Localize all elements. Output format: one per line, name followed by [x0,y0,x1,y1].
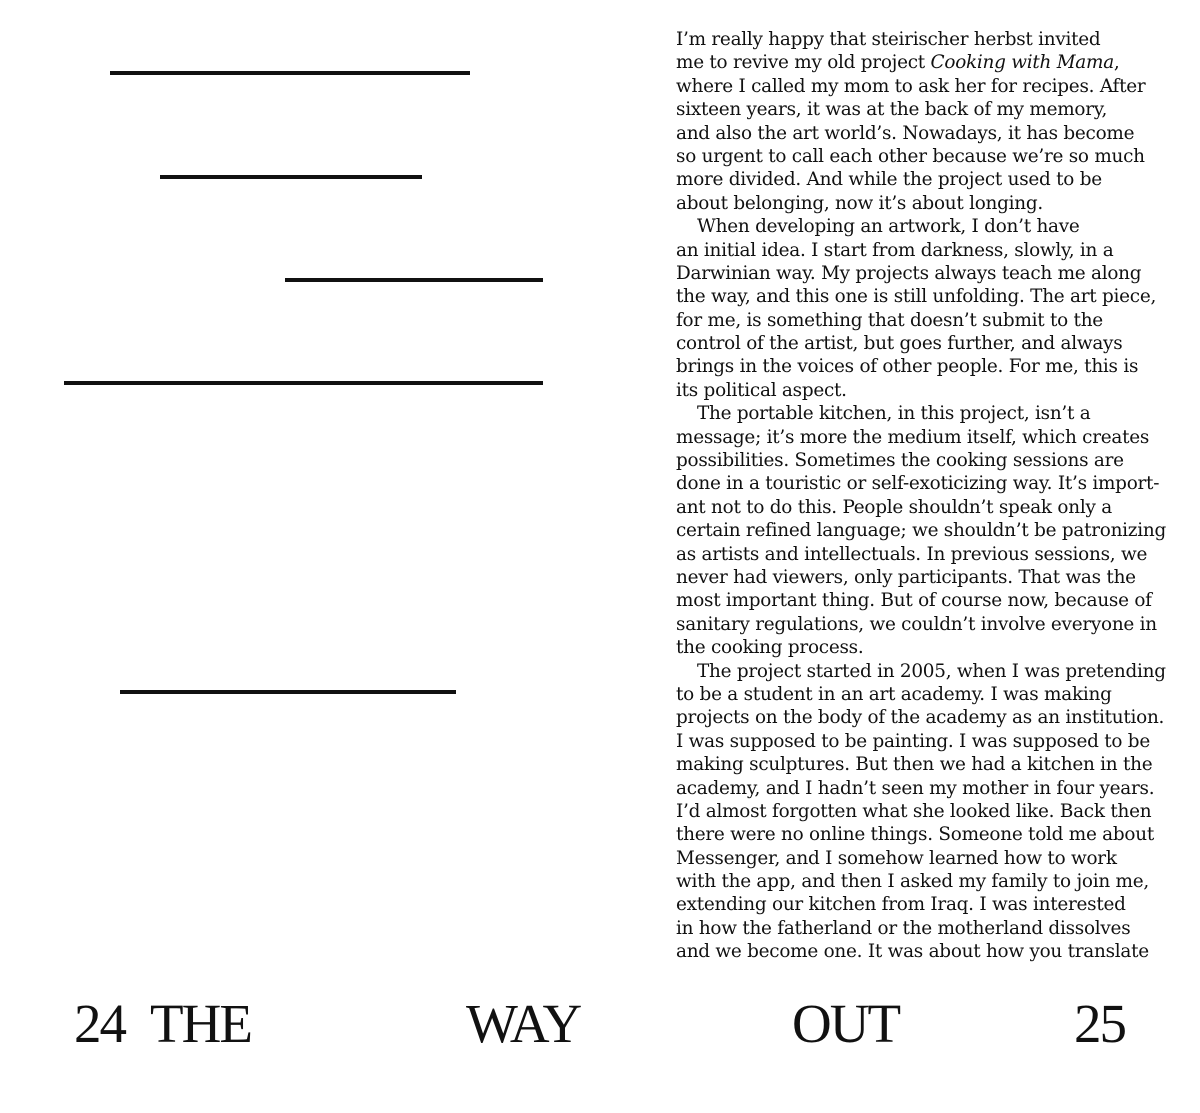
body-text-segment: The portable kitchen, in this project, isn’t a [697,403,1091,425]
body-text-segment: control of the artist, but goes further, and always [676,333,1123,355]
body-text-line [676,285,1176,308]
body-text-segment: done in a touristic or self-exoticizing way. It’s import- [676,473,1160,495]
body-text-line [676,98,1176,121]
body-text-line [676,636,1176,659]
body-text-line [676,28,1176,51]
body-text-line [676,472,1176,495]
body-text-segment: the cooking process. [676,637,864,659]
body-text-segment: an initial idea. I start from darkness, slowly, in a [676,239,1114,261]
body-text-segment: Darwinian way. My projects always teach me along [676,262,1142,284]
body-text-segment: where I called my mom to ask her for recipes. After [676,75,1146,97]
body-text-line [676,777,1176,800]
body-text-line [676,379,1176,402]
body-text-line [676,145,1176,168]
body-text-segment: Messenger, and I somehow learned how to work [676,847,1117,869]
body-text-line [676,917,1176,940]
body-text-segment: for me, is something that doesn’t submit to the [676,309,1103,331]
body-text-segment: I was supposed to be painting. I was supposed to be [676,730,1150,752]
body-text-segment: me to revive my old project [676,52,931,74]
body-text-column [676,28,1176,964]
body-text-line [676,355,1176,378]
page-number-left: 24 [74,993,125,1054]
body-text-segment: possibilities. Sometimes the cooking sessions are [676,450,1124,472]
footer-title-word: WAY [466,993,581,1054]
decorative-rule [160,175,422,179]
body-text-segment: most important thing. But of course now, because of [676,590,1152,612]
body-text-line [676,730,1176,753]
body-text-line [676,800,1176,823]
body-text-line [676,75,1176,98]
body-text-segment: academy, and I hadn’t seen my mother in four years. [676,777,1155,799]
body-text-line [676,893,1176,916]
body-text-line [676,823,1176,846]
body-text-segment: message; it’s more the medium itself, which creates [676,426,1150,448]
body-text-segment: its political aspect. [676,379,847,401]
body-text-line [676,51,1176,74]
decorative-rule [285,278,543,282]
body-text-line [676,168,1176,191]
decorative-rule [110,71,470,75]
footer-title-word: OUT [792,993,900,1054]
body-text-line [676,706,1176,729]
body-text-line [676,613,1176,636]
body-text-line [676,589,1176,612]
body-text-line [676,660,1176,683]
body-text-line [676,262,1176,285]
body-text-segment: extending our kitchen from Iraq. I was interested [676,894,1126,916]
body-text-line [676,940,1176,963]
body-text-segment: in how the fatherland or the motherland dissolves [676,917,1131,939]
body-text-segment: to be a student in an art academy. I was making [676,683,1112,705]
body-text-line [676,215,1176,238]
body-text-line [676,192,1176,215]
body-text-segment: , [1113,52,1120,74]
project-title: Cooking with Mama [930,52,1114,74]
body-text-segment: ant not to do this. People shouldn’t speak only a [676,496,1112,518]
body-text-line [676,847,1176,870]
body-text-line [676,449,1176,472]
body-text-segment: never had viewers, only participants. That was the [676,566,1136,588]
body-text-line [676,683,1176,706]
body-text-segment: so urgent to call each other because we’re so much [676,145,1145,167]
body-text-line [676,309,1176,332]
body-text-segment: more divided. And while the project used to be [676,169,1102,191]
decorative-rule [120,690,456,694]
body-text-segment: and we become one. It was about how you translate [676,941,1149,963]
body-text-segment: certain refined language; we shouldn’t be patronizing [676,520,1166,542]
body-text-line [676,426,1176,449]
body-text-line [676,239,1176,262]
body-text-line [676,122,1176,145]
body-text-line [676,332,1176,355]
body-text-segment: with the app, and then I asked my family to join me, [676,871,1149,893]
body-text-segment: as artists and intellectuals. In previous sessions, we [676,543,1148,565]
footer-title-word: THE [150,993,251,1054]
body-text-segment: sanitary regulations, we couldn’t involve everyone in [676,613,1157,635]
body-text-segment: sixteen years, it was at the back of my memory, [676,99,1108,121]
body-text-segment: making sculptures. But then we had a kitchen in the [676,754,1153,776]
body-text-segment: I’d almost forgotten what she looked like. Back then [676,800,1152,822]
page-number-right: 25 [1074,993,1125,1054]
body-text-segment: and also the art world’s. Nowadays, it has become [676,122,1135,144]
body-text-line [676,870,1176,893]
body-text-line [676,753,1176,776]
body-text-segment: there were no online things. Someone told me about [676,824,1154,846]
body-text-segment: I’m really happy that steirischer herbst invited [676,29,1101,50]
body-text-segment: the way, and this one is still unfolding. The art piece, [676,286,1157,308]
body-text-segment: When developing an artwork, I don’t have [697,216,1080,238]
body-text-line [676,543,1176,566]
body-text-line [676,519,1176,542]
body-text-segment: projects on the body of the academy as an institution. [676,707,1165,729]
body-text-segment: The project started in 2005, when I was pretending [697,660,1166,682]
body-text-segment: about belonging, now it’s about longing. [676,192,1044,214]
body-text-segment: brings in the voices of other people. For me, this is [676,356,1139,378]
decorative-rule [64,381,543,385]
body-text-line [676,496,1176,519]
body-text-line [676,566,1176,589]
body-text-line [676,402,1176,425]
